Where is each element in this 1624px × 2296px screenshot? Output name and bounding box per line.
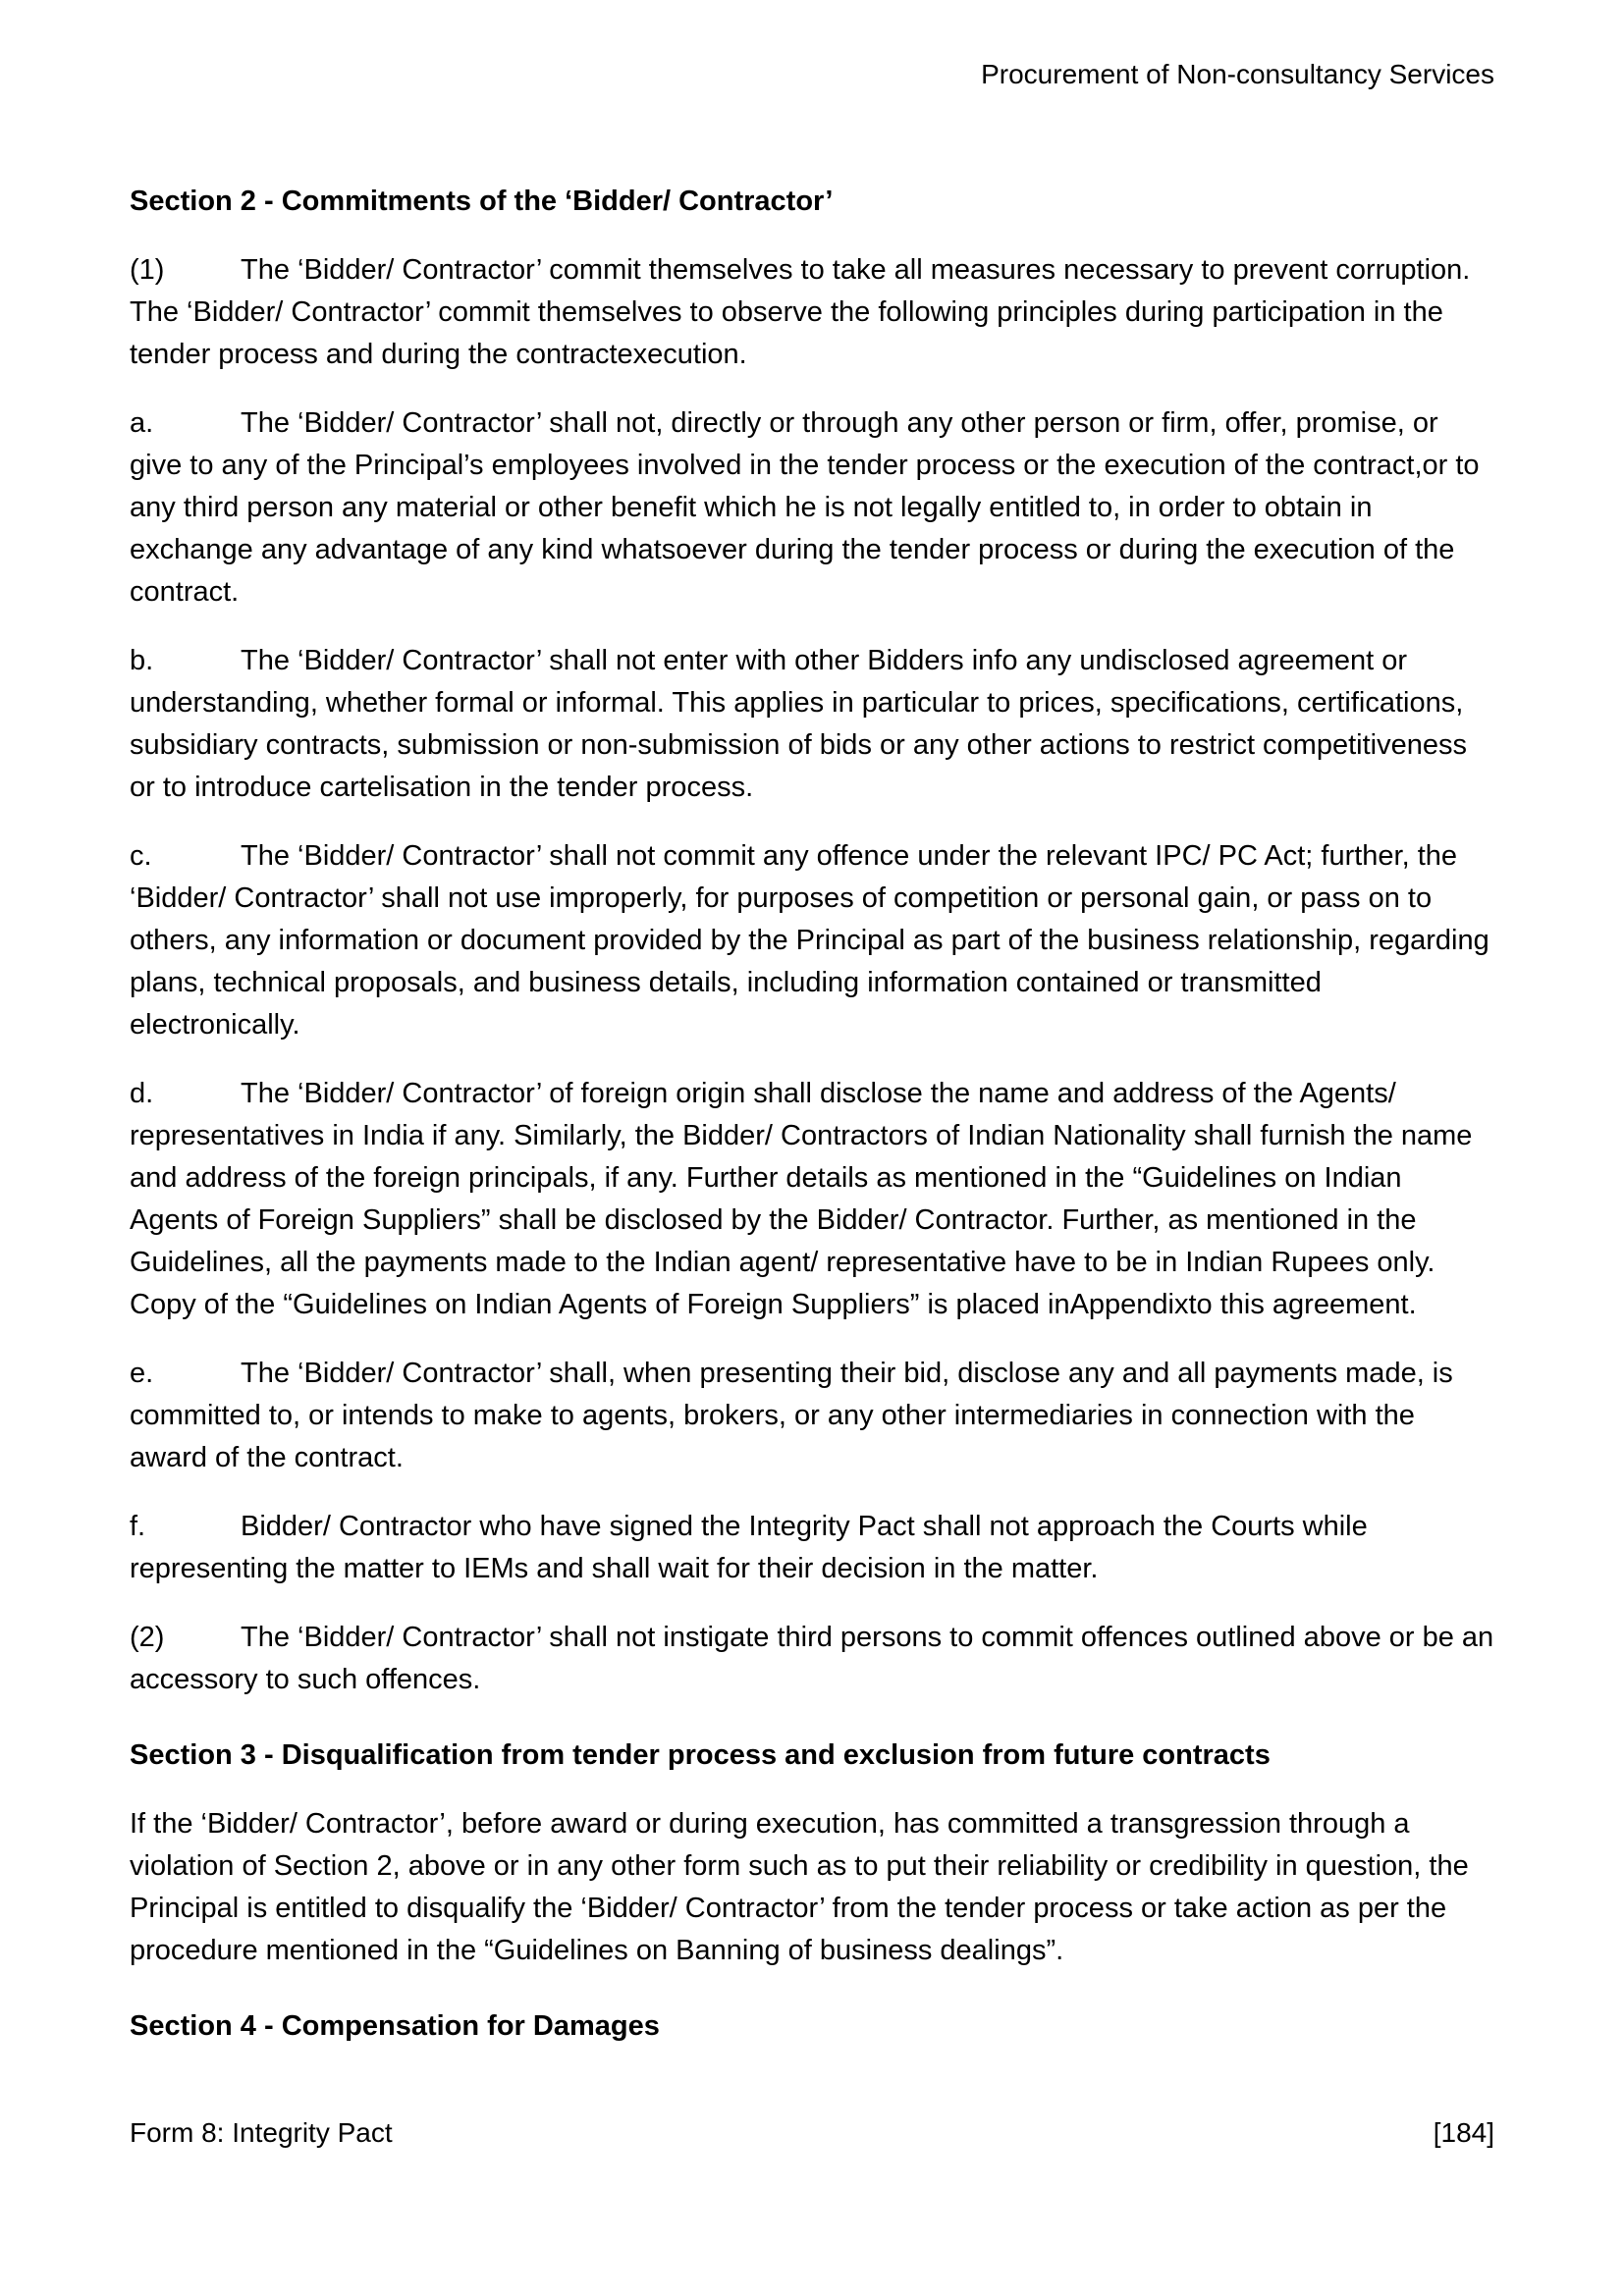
page-content — [130, 57, 1494, 2061]
paragraph-text: If the ‘Bidder/ Contractor’, before award or during execution, has committed a transgression through a violation of Section 2, above or in any other form such as to put their reliability or credibility in question, the Principal is entitled to disqualify the ‘Bidder/ Contractor’ from the tender process or take action as per the procedure mentioned in the “Guidelines on Banning of business dealings”. — [130, 1808, 1469, 1966]
paragraph-marker: (1) — [130, 254, 165, 286]
paragraph-marker: (2) — [130, 1622, 165, 1653]
section-4-heading: Section 4 - Compensation for Damages — [130, 2010, 660, 2042]
paragraph-b — [130, 640, 1494, 809]
paragraph-text: Bidder/ Contractor who have signed the Integrity Pact shall not approach the Courts while representing the matter to IEMs and shall wait for their decision in the matter. — [130, 1511, 1368, 1584]
paragraph-text: The ‘Bidder/ Contractor’ commit themselves to take all measures necessary to prevent corruption. The ‘Bidder/ Contractor’ commit themselves to observe the following principles during participation in the tender process and during the contractexecution. — [130, 254, 1471, 370]
paragraph-marker: d. — [130, 1078, 154, 1109]
paragraph-text: The ‘Bidder/ Contractor’ shall not enter with other Bidders info any undisclosed agreement or understanding, whether formal or informal. This applies in particular to prices, specifications, certifications, subsidiary contracts, submission or non-submission of bids or any other actions to restrict competitiveness or to introduce cartelisation in the tender process. — [130, 645, 1467, 803]
running-header: Procurement of Non-consultancy Services — [981, 59, 1494, 89]
paragraph-e — [130, 1353, 1494, 1479]
paragraph-text: The ‘Bidder/ Contractor’ shall, when presenting their bid, disclose any and all payments made, is committed to, or intends to make to agents, brokers, or any other intermediaries in connection with the award of the contract. — [130, 1358, 1453, 1473]
footer-page-number: [184] — [1433, 2117, 1494, 2148]
section-2-heading: Section 2 - Commitments of the ‘Bidder/ Contractor’ — [130, 186, 834, 217]
section-3-heading: Section 3 - Disqualification from tender process and exclusion from future contracts — [130, 1739, 1271, 1771]
paragraph-text: The ‘Bidder/ Contractor’ shall not commit any offence under the relevant IPC/ PC Act; further, the ‘Bidder/ Contractor’ shall not use improperly, for purposes of competition or personal gain, or pass on to others, any information or document provided by the Principal as part of the business relationship, regarding plans, technical proposals, and business details, including information contained or transmitted electronically. — [130, 840, 1489, 1041]
paragraph-d — [130, 1073, 1494, 1326]
paragraph-text: The ‘Bidder/ Contractor’ shall not instigate third persons to commit offences outlined above or be an accessory to such offences. — [130, 1622, 1494, 1695]
section-3-paragraph — [130, 1803, 1494, 1972]
paragraph-marker: e. — [130, 1358, 154, 1389]
paragraph-marker: a. — [130, 407, 154, 439]
page-footer — [130, 2115, 1494, 2151]
paragraph-marker: c. — [130, 840, 152, 872]
paragraph-text: The ‘Bidder/ Contractor’ shall not, directly or through any other person or firm, offer, promise, or give to any of the Principal’s employees involved in the tender process or the execution of the contract,or to any third person any material or other benefit which he is not legally entitled to, in order to obtain in exchange any advantage of any kind whatsoever during the tender process or during the execution of the contract. — [130, 407, 1480, 608]
paragraph-marker: f. — [130, 1511, 146, 1542]
paragraph-text: The ‘Bidder/ Contractor’ of foreign origin shall disclose the name and address of the Agents/ representatives in India if any. Similarly, the Bidder/ Contractors of Indian Nationality shall furnish the name and address of the foreign principals, if any. Further details as mentioned in the “Guidelines on Indian Agents of Foreign Suppliers” shall be disclosed by the Bidder/ Contractor. Further, as mentioned in the Guidelines, all the payments made to the Indian agent/ representative have to be in Indian Rupees only. Copy of the “Guidelines on Indian Agents of Foreign Suppliers” is placed inAppendixto this agreement. — [130, 1078, 1473, 1320]
paragraph-2 — [130, 1617, 1494, 1701]
paragraph-a — [130, 402, 1494, 614]
paragraph-1 — [130, 249, 1494, 376]
paragraph-f — [130, 1506, 1494, 1590]
paragraph-c — [130, 835, 1494, 1046]
paragraph-marker: b. — [130, 645, 154, 676]
footer-form-name: Form 8: Integrity Pact — [130, 2117, 393, 2148]
